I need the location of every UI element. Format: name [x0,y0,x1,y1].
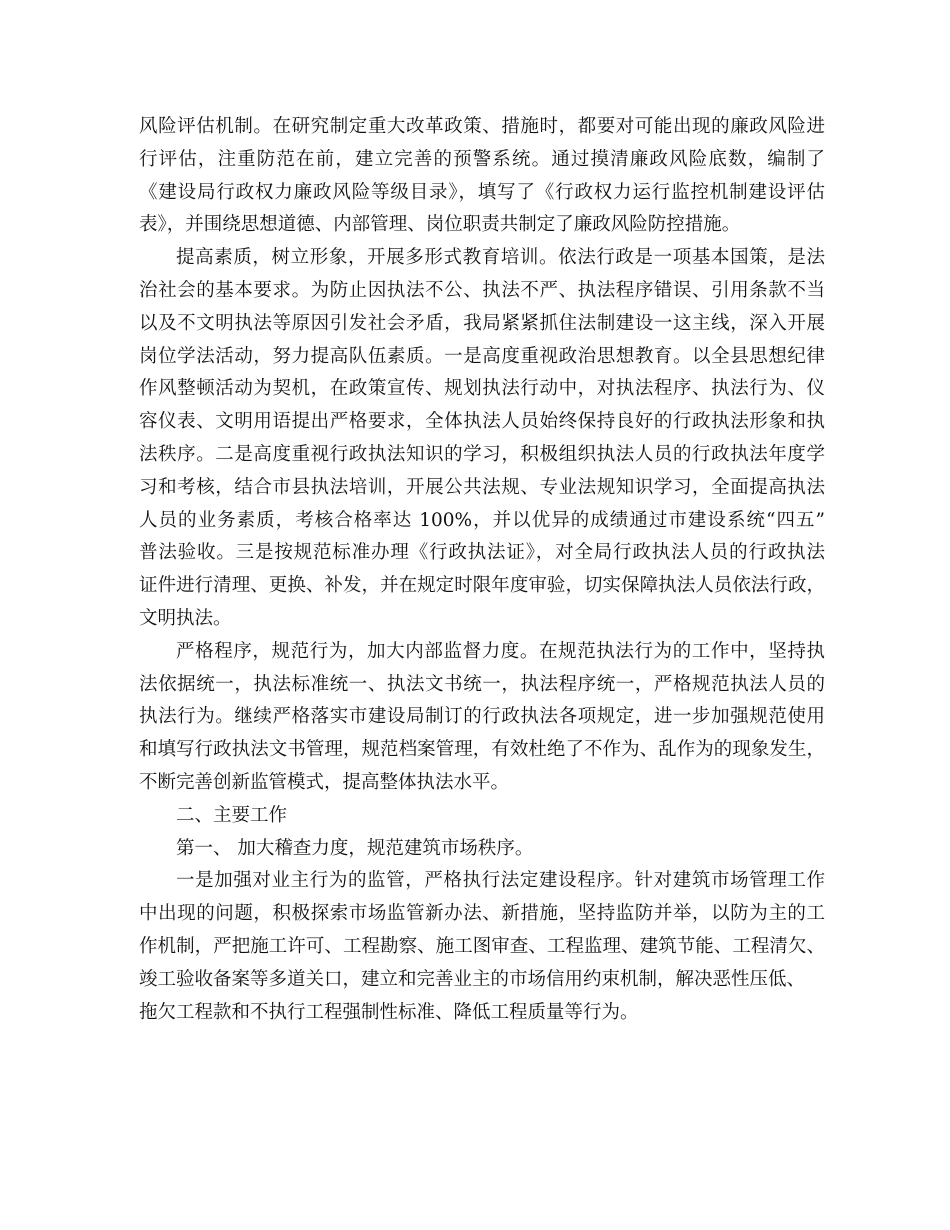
text-line: 作机制，严把施工许可、工程勘察、施工图审查、工程监理、建筑节能、工程清欠、 [139,935,825,957]
text-line: 岗位学法活动，努力提高队伍素质。一是高度重视政治思想教育。以全县思想纪律 [139,345,825,367]
text-line: 法秩序。二是高度重视行政执法知识的学习，积极组织执法人员的行政执法年度学 [139,443,825,465]
text-line: 以及不文明执法等原因引发社会矛盾，我局紧紧抓住法制建设一这主线，深入开展 [139,312,825,334]
text-line: 人员的业务素质，考核合格率达 100%，并以优异的成绩通过市建设系统“四五” [139,509,825,531]
text-line: 《建设局行政权力廉政风险等级目录》，填写了《行政权力运行监控机制建设评估 [139,181,825,203]
text-line: 法依据统一，执法标准统一、执法文书统一，执法程序统一，严格规范执法人员的 [139,673,825,695]
text-line: 作风整顿活动为契机，在政策宣传、规划执法行动中，对执法程序、执法行为、仪 [139,378,825,400]
text-line: 容仪表、文明用语提出严格要求，全体执法人员始终保持良好的行政执法形象和执 [139,411,825,433]
text-line: 一是加强对业主行为的监管，严格执行法定建设程序。针对建筑市场管理工作 [176,870,825,892]
text-line: 执法行为。继续严格落实市建设局制订的行政执法各项规定，进一步加强规范使用 [139,706,825,728]
text-line: 风险评估机制。在研究制定重大改革政策、措施时，都要对可能出现的廉政风险进 [139,116,825,137]
text-line: 二、主要工作 [176,804,288,826]
text-line: 习和考核，结合市县执法培训，开展公共法规、专业法规知识学习，全面提高执法 [139,476,825,498]
text-line: 普法验收。三是按规范标准办理《行政执法证》，对全局行政执法人员的行政执法 [139,542,825,564]
text-line: 中出现的问题，积极探索市场监管新办法、新措施，坚持监防并举，以防为主的工 [139,903,825,925]
document-body [139,111,825,1029]
text-line: 行评估，注重防范在前，建立完善的预警系统。通过摸清廉政风险底数，编制了 [139,148,825,170]
text-line: 文明执法。 [139,607,232,629]
text-line: 和填写行政执法文书管理，规范档案管理，有效杜绝了不作为、乱作为的现象发生， [139,739,825,761]
text-line: 证件进行清理、更换、补发，并在规定时限年度审验，切实保障执法人员依法行政， [139,575,825,597]
text-line: 表》，并围绕思想道德、内部管理、岗位职责共制定了廉政风险防控措施。 [139,214,741,236]
text-line: 不断完善创新监管模式，提高整体执法水平。 [139,771,510,793]
text-line: 竣工验收备案等多道关口，建立和完善业主的市场信用约束机制，解决恶性压低、 [139,968,806,990]
text-line: 提高素质，树立形象，开展多形式教育培训。依法行政是一项基本国策，是法 [176,247,825,269]
text-line: 严格程序，规范行为，加大内部监督力度。在规范执法行为的工作中，坚持执 [176,640,825,662]
text-line: 拖欠工程款和不执行工程强制性标准、降低工程质量等行为。 [139,1001,639,1023]
text-line: 治社会的基本要求。为防止因执法不公、执法不严、执法程序错误、引用条款不当 [139,279,825,301]
text-line: 第一、 加大稽查力度，规范建筑市场秩序。 [176,837,534,859]
